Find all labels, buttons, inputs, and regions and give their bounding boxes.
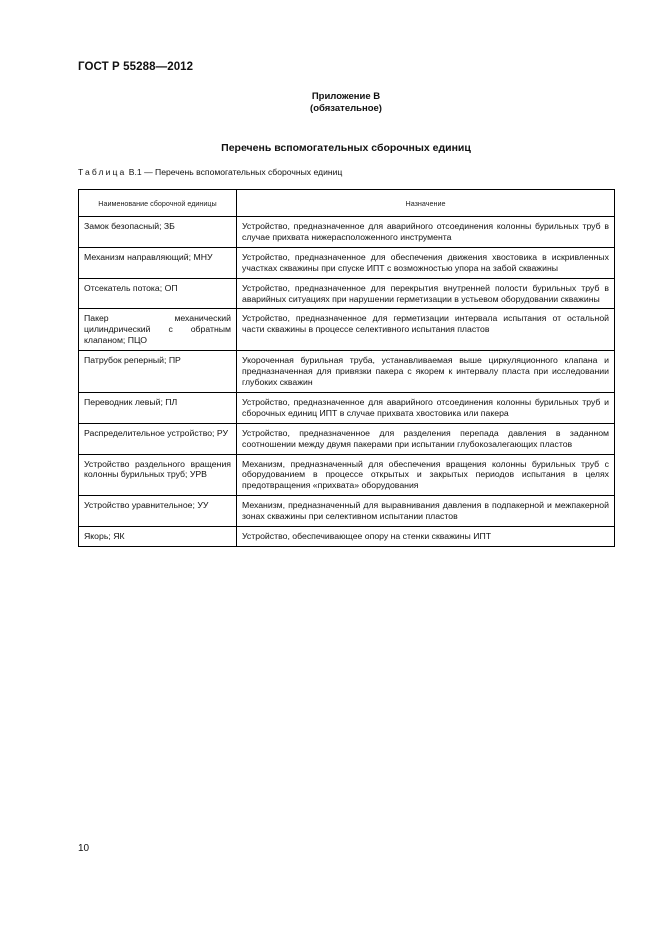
unit-name: Якорь; ЯК (79, 527, 237, 547)
table-row (79, 351, 615, 393)
page-number: 10 (78, 843, 90, 854)
table-row (79, 217, 615, 248)
table-row (79, 454, 615, 496)
appendix-heading (78, 91, 614, 115)
unit-purpose: Устройство, обеспечивающее опору на стенки скважины ИПТ (237, 527, 615, 547)
table-caption-text: В.1 — Перечень вспомогательных сборочных единиц (126, 167, 343, 177)
unit-purpose: Устройство, предназначенное для аварийного отсоединения колонны бурильных труб в случае прихвата нижерасположенного инструмента (237, 217, 615, 248)
unit-name: Отсекатель потока; ОП (79, 278, 237, 309)
unit-purpose: Механизм, предназначенный для обеспечения вращения колонны бурильных труб с оборудованием в процессе открытых и закрытых периодов испытания в целях предотвращения «прихвата» оборудования (237, 454, 615, 496)
unit-name: Распределительное устройство; РУ (79, 423, 237, 454)
column-header-purpose: Назначение (237, 190, 615, 217)
table-caption (78, 167, 342, 177)
unit-name: Устройство раздельного вращения колонны бурильных труб; УРВ (79, 454, 237, 496)
list-title: Перечень вспомогательных сборочных единиц (221, 142, 471, 154)
unit-purpose: Устройство, предназначенное для перекрытия внутренней полости бурильных труб в аварийных ситуациях при нарушении герметизации в устьевом оборудовании скважины (237, 278, 615, 309)
table-row (79, 496, 615, 527)
unit-name: Замок безопасный; ЗБ (79, 217, 237, 248)
table-row (79, 278, 615, 309)
column-header-name: Наименование сборочной единицы (79, 190, 237, 217)
appendix-title: Приложение В (311, 91, 381, 102)
unit-purpose: Укороченная бурильная труба, устанавливаемая выше циркуляционного клапана и предназначенная для привязки пакера с якорем к интервалу пласта при исследовании глубоких скважин (237, 351, 615, 393)
units-table (78, 189, 615, 547)
unit-name: Переводник левый; ПЛ (79, 392, 237, 423)
unit-name: Устройство уравнительное; УУ (79, 496, 237, 527)
appendix-status: (обязательное) (310, 103, 382, 114)
unit-purpose: Механизм, предназначенный для выравнивания давления в подпакерной и межпакерной зонах скважины при селективном испытании пластов (237, 496, 615, 527)
unit-name: Механизм направляющий; МНУ (79, 247, 237, 278)
table-row (79, 392, 615, 423)
table-row (79, 247, 615, 278)
unit-name: Патрубок реперный; ПР (79, 351, 237, 393)
table-caption-label: Таблица (78, 167, 127, 177)
unit-purpose: Устройство, предназначенное для герметизации интервала испытания от остальной части скважины в процессе селективного испытания пластов (237, 309, 615, 351)
unit-purpose: Устройство, предназначенное для аварийного отсоединения колонны бурильных труб и сборочных единиц ИПТ в случае прихвата хвостовика или пакера (237, 392, 615, 423)
unit-name: Пакер механический цилиндрический с обратным клапаном; ПЦО (79, 309, 237, 351)
unit-purpose: Устройство, предназначенное для разделения перепада давления в заданном соотношении между двумя пакерами при испытании глубокозалегающих пластов (237, 423, 615, 454)
document-code: ГОСТ Р 55288—2012 (78, 61, 194, 73)
table-row (79, 309, 615, 351)
table-row (79, 527, 615, 547)
table-row (79, 423, 615, 454)
table-header-row (79, 190, 615, 217)
unit-purpose: Устройство, предназначенное для обеспечения движения хвостовика в искривленных участках скважины при спуске ИПТ с возможностью упора на забой скважины (237, 247, 615, 278)
